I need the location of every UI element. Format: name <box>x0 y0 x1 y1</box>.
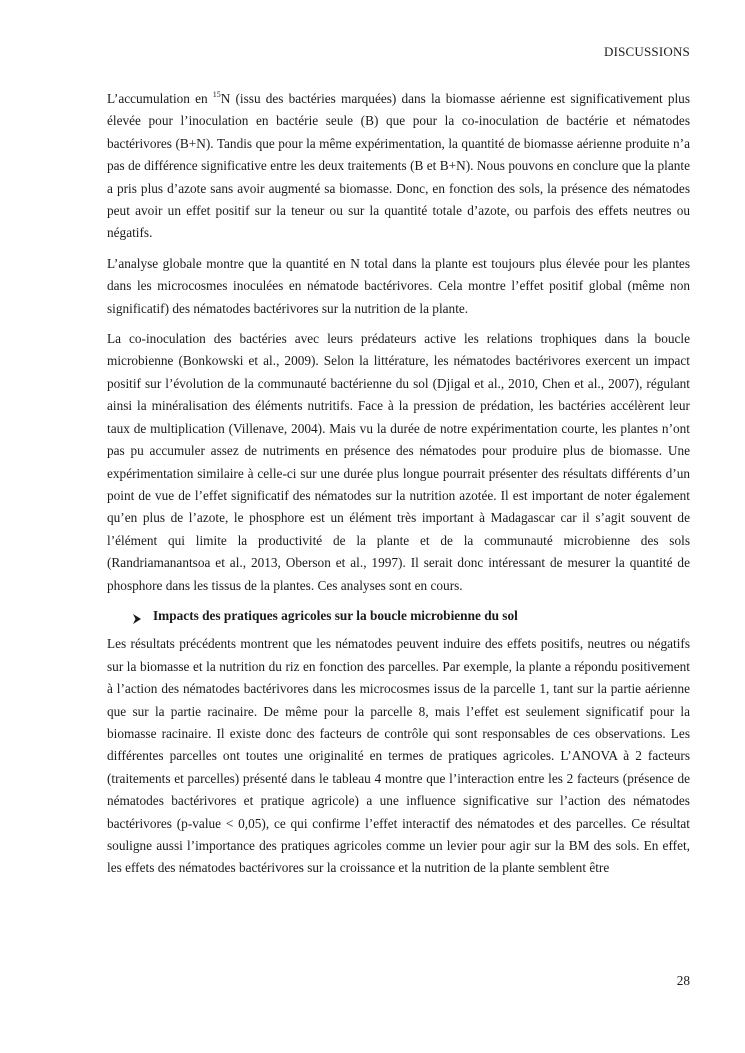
isotope-superscript: 15 <box>212 90 221 99</box>
document-body <box>107 88 690 888</box>
paragraph-text: N (issu des bactéries marquées) dans la biomasse aérienne est significativement plus élevée pour l’inoculation en bactérie seule (B) que pour la co-inoculation de bactérie et nématodes bactérivores (B+N). Tandis que pour la même expérimentation, la quantité de biomasse aérienne produite n’a pas de différence significative entre les deux traitements (B et B+N). Nous pouvons en conclure que la plante a pris plus d’azote sans avoir augmenté sa biomasse. Donc, en fonction des sols, la présence des nématodes peut avoir un effet positif sur la teneur ou sur la quantité totale d’azote, ou parfois des effets neutres ou négatifs. <box>107 91 690 241</box>
running-header: DISCUSSIONS <box>603 44 690 59</box>
paragraph-agricultural-practices: Les résultats précédents montrent que les nématodes peuvent induire des effets positifs, neutres ou négatifs sur la biomasse et la nutrition du riz en fonction des parcelles. Par exemple, la plante a répondu positivement à l’action des nématodes bactérivores dans les microcosmes issus de la parcelle 1, tant sur la partie aérienne que sur la partie racinaire. De même pour la parcelle 8, mais l’effet est seulement significatif pour la biomasse racinaire. Il existe donc des facteurs de contrôle qui sont responsables de ces observations. Les différentes parcelles ont toutes une originalité en termes de pratiques agricoles. L’ANOVA à 2 facteurs (traitements et parcelles) présenté dans le tableau 4 montre que l’interaction entre les 2 facteurs (présence de nématodes bactérivores et pratique agricole) a une influence significative sur l’action des nématodes bactérivores (p-value < 0,05), ce qui confirme l’effet interactif des nématodes et des parcelles. Ce résultat souligne aussi l’importance des pratiques agricoles comme un levier pour agir sur la BM des sols. En effet, les effets des nématodes bactérivores sur la croissance et la nutrition de la plante semblent être <box>107 636 690 876</box>
paragraph-co-inoculation: La co-inoculation des bactéries avec leurs prédateurs active les relations trophiques dans la boucle microbienne (Bonkowski et al., 2009). Selon la littérature, les nématodes bactérivores exercent un impact positif sur l’évolution de la communauté bactérienne du sol (Djigal et al., 2010, Chen et al., 2007), régulant ainsi la minéralisation des éléments nutritifs. Face à la pression de prédation, les bactéries accélèrent leur taux de multiplication (Villenave, 2004). Mais vu la durée de notre expérimentation courte, les plantes n’ont pas pu accumuler assez de nutriments en présence des nématodes pour produire plus de biomasse. Une expérimentation similaire à celle-ci sur une durée plus longue pourrait présenter des résultats différents d’un point de vue de l’effet significatif des nématodes sur la nutrition azotée. Il est important de noter également qu’en plus de l’azote, le phosphore est un élément très important à Madagascar car il s’agit souvent de l’élément qui limite la productivité de la plante et de la communauté microbienne des sols (Randriamanantsoa et al., 2013, Oberson et al., 1997). Il serait donc intéressant de mesurer la quantité de phosphore dans les tissus de la plantes. Ces analyses sont en cours. <box>107 331 690 593</box>
paragraph-nitrogen-accumulation <box>107 88 690 245</box>
section-heading <box>131 605 690 627</box>
page-number: 28 <box>676 973 690 988</box>
paragraph-global-analysis: L’analyse globale montre que la quantité en N total dans la plante est toujours plus élevée pour les plantes dans les microcosmes inoculées en nématode bactérivores. Cela montre l’effet positif global (même non significatif) des nématodes bactérivores sur la nutrition de la plante. <box>107 255 690 316</box>
paragraph-text: L’accumulation en <box>107 91 213 106</box>
section-heading-title: Impacts des pratiques agricoles sur la boucle microbienne du sol <box>153 607 518 623</box>
arrow-bullet-icon <box>131 610 143 622</box>
